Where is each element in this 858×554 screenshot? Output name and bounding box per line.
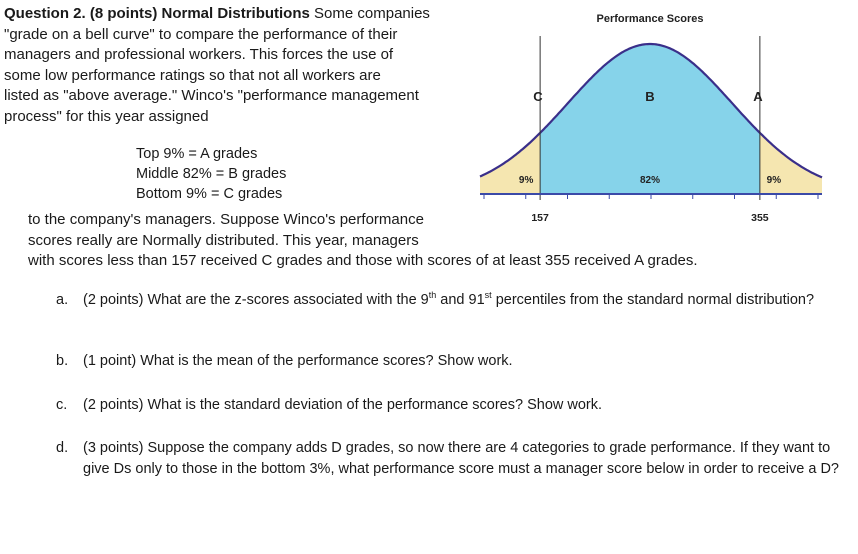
question-text <box>4 4 474 127</box>
cutoff-label-low: 157 <box>531 212 549 224</box>
question-heading: Question 2. (8 points) Normal Distributions <box>4 5 310 22</box>
intro-line: listed as "above average." Winco's "performance management <box>4 87 419 104</box>
continuation-line: with scores less than 157 received C grades and those with scores of at least 355 received A grades. <box>28 252 698 269</box>
grade-line-c: Bottom 9% = C grades <box>136 186 283 202</box>
cutoff-label-high: 355 <box>751 212 769 224</box>
part-label: c. <box>56 397 68 413</box>
part-label: b. <box>56 353 69 369</box>
continuation-line: scores really are Normally distributed. This year, managers <box>28 231 419 249</box>
intro-line: some low performance ratings so that not all workers are <box>4 66 381 84</box>
grade-label-b: B <box>645 89 655 104</box>
percent-label-c: 9% <box>518 175 534 186</box>
part-b <box>56 351 846 372</box>
intro-line: "grade on a bell curve" to compare the performance of their <box>4 25 398 43</box>
intro-line: process" for this year assigned <box>4 107 209 125</box>
intro-line: Some companies <box>314 5 430 22</box>
part-text: (1 point) What is the mean of the performance scores? Show work. <box>83 353 513 369</box>
part-text: (2 points) What is the standard deviation of the performance scores? Show work. <box>83 397 603 413</box>
grade-label-c: C <box>533 89 543 104</box>
grade-line-a: Top 9% = A grades <box>136 146 258 162</box>
part-d <box>56 438 846 479</box>
part-label: a. <box>56 292 69 308</box>
continuation-line: to the company's managers. Suppose Winco's performance <box>28 211 424 228</box>
grade-label-a: A <box>753 89 763 104</box>
bell-curve-chart <box>470 0 830 240</box>
grade-list <box>136 144 286 204</box>
part-text: (2 points) What are the z-scores associated with the 9th and 91st percentiles from the standard normal distribution? <box>83 290 815 308</box>
part-a <box>56 290 846 311</box>
part-c <box>56 395 846 416</box>
intro-line: managers and professional workers. This forces the use of <box>4 46 394 63</box>
part-label: d. <box>56 440 69 456</box>
percent-label-a: 9% <box>766 175 782 186</box>
region-b-area <box>540 44 760 194</box>
chart-title: Performance Scores <box>596 13 704 25</box>
percent-label-b: 82% <box>639 175 661 186</box>
part-text: (3 points) Suppose the company adds D grades, so now there are 4 categories to grade performance. If they want to give Ds only to those in the bottom 3%, what performance score must a manager score below in order to receive a D? <box>83 440 839 477</box>
grade-line-b: Middle 82% = B grades <box>136 166 287 182</box>
